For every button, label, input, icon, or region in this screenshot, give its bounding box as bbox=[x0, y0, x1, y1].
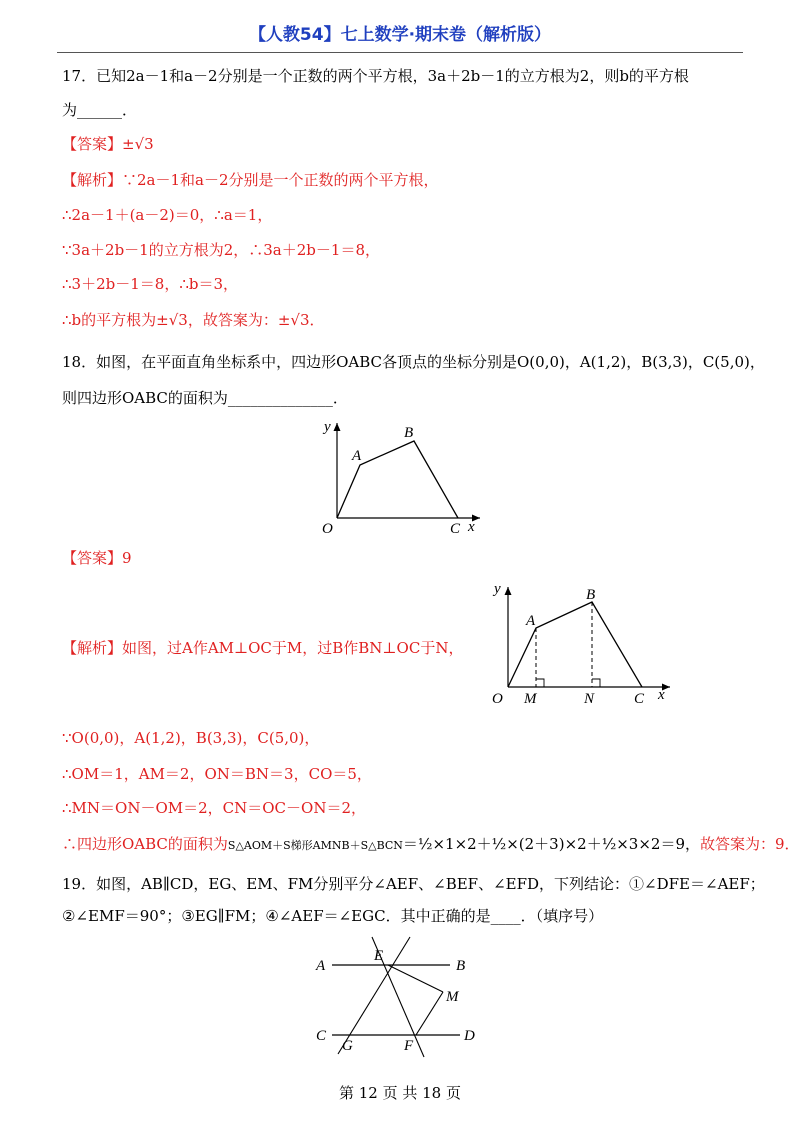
q17-stem-line2: 为______． bbox=[62, 101, 138, 119]
fig3-label-f: F bbox=[404, 1038, 414, 1054]
q17-answer: 【答案】±√3 bbox=[62, 135, 154, 153]
q18-stem-line1: 18．如图，在平面直角坐标系中，四边形OABC各顶点的坐标分别是O(0,0)，A(1,2)，B(3,3)，C(5,0)， bbox=[62, 353, 765, 371]
q17-analysis-3: ∵3a＋2b－1的立方根为2，∴3a＋2b－1＝8， bbox=[62, 241, 380, 259]
right-angle-n bbox=[592, 679, 600, 687]
fig1-label-o: O bbox=[322, 521, 333, 537]
q18-analysis-4: ∴MN＝ON－OM＝2，CN＝OC－ON＝2， bbox=[62, 799, 366, 817]
fig2-label-y: y bbox=[494, 581, 501, 597]
fig1-label-c: C bbox=[450, 521, 461, 537]
fig3-label-a: A bbox=[316, 958, 326, 974]
y-axis-arrow bbox=[505, 587, 512, 595]
q18-answer: 【答案】9 bbox=[62, 549, 132, 567]
page-footer: 第 12 页 共 18 页 bbox=[338, 1084, 461, 1102]
fig3-label-m: M bbox=[446, 989, 459, 1005]
fig2-label-c: C bbox=[634, 691, 645, 707]
q17-stem-line1: 17．已知2a－1和a－2分别是一个正数的两个平方根，3a＋2b－1的立方根为2，则b的平方根 bbox=[62, 67, 689, 85]
page-header: 【人教54】七上数学·期末卷（解析版） bbox=[248, 25, 552, 45]
fig3-label-b: B bbox=[456, 958, 466, 974]
fig3-label-c: C bbox=[316, 1028, 327, 1044]
q18-analysis-3: ∴OM＝1，AM＝2，ON＝BN＝3，CO＝5， bbox=[62, 765, 372, 783]
fig2-label-b: B bbox=[586, 587, 596, 603]
fig2-label-x: x bbox=[658, 687, 665, 703]
fig1-label-y: y bbox=[324, 419, 331, 435]
fig1-label-a: A bbox=[352, 448, 362, 464]
fig3-label-e: E bbox=[374, 948, 384, 964]
fig2-label-n: N bbox=[584, 691, 595, 707]
fig3-label-g: G bbox=[342, 1038, 353, 1054]
q17-analysis-5: ∴b的平方根为±√3，故答案为：±√3． bbox=[62, 311, 325, 329]
fig1-label-x: x bbox=[468, 519, 475, 535]
right-angle-m bbox=[536, 679, 544, 687]
segment-em bbox=[388, 965, 443, 992]
q18-analysis-5-end: 故答案为：9． bbox=[700, 835, 800, 853]
q17-analysis-2: ∴2a－1＋(a－2)＝0，∴a＝1， bbox=[62, 206, 273, 224]
fig1-label-b: B bbox=[404, 425, 414, 441]
fig3-label-d: D bbox=[464, 1028, 475, 1044]
y-axis-arrow bbox=[334, 423, 341, 431]
header-rule bbox=[57, 52, 743, 53]
q18-area-terms: S△AOM＋S梯形AMNB＋S△BCN bbox=[227, 839, 403, 852]
fig2-label-m: M bbox=[524, 691, 537, 707]
q19-stem-line2: ②∠EMF＝90°；③EG∥FM；④∠AEF＝∠EGC．其中正确的是____．（填序号） bbox=[62, 907, 604, 925]
q18-analysis-figure bbox=[480, 575, 680, 710]
q18-figure bbox=[300, 415, 490, 540]
q18-analysis-5-prefix: ∴四边形OABC的面积为 bbox=[62, 835, 228, 853]
q19-figure bbox=[310, 932, 490, 1067]
segment-fm bbox=[416, 992, 443, 1035]
q18-analysis-5 bbox=[62, 834, 800, 856]
q18-analysis-1: 【解析】如图，过A作AM⊥OC于M，过B作BN⊥OC于N， bbox=[62, 639, 464, 657]
fig2-label-o: O bbox=[492, 691, 503, 707]
q17-analysis-1: 【解析】∵2a－1和a－2分别是一个正数的两个平方根， bbox=[62, 171, 439, 189]
fig2-label-a: A bbox=[526, 613, 536, 629]
q18-area-equation: ＝½×1×2＋½×(2＋3)×2＋½×3×2＝9， bbox=[402, 835, 701, 853]
q19-stem-line1: 19．如图，AB∥CD，EG、EM、FM分别平分∠AEF、∠BEF、∠EFD，下列结论：①∠DFE＝∠AEF； bbox=[62, 875, 765, 893]
q18-analysis-2: ∵O(0,0)，A(1,2)，B(3,3)，C(5,0)， bbox=[62, 729, 320, 747]
q17-analysis-4: ∴3＋2b－1＝8，∴b＝3， bbox=[62, 275, 239, 293]
q18-stem-line2: 则四边形OABC的面积为______________． bbox=[62, 389, 348, 407]
